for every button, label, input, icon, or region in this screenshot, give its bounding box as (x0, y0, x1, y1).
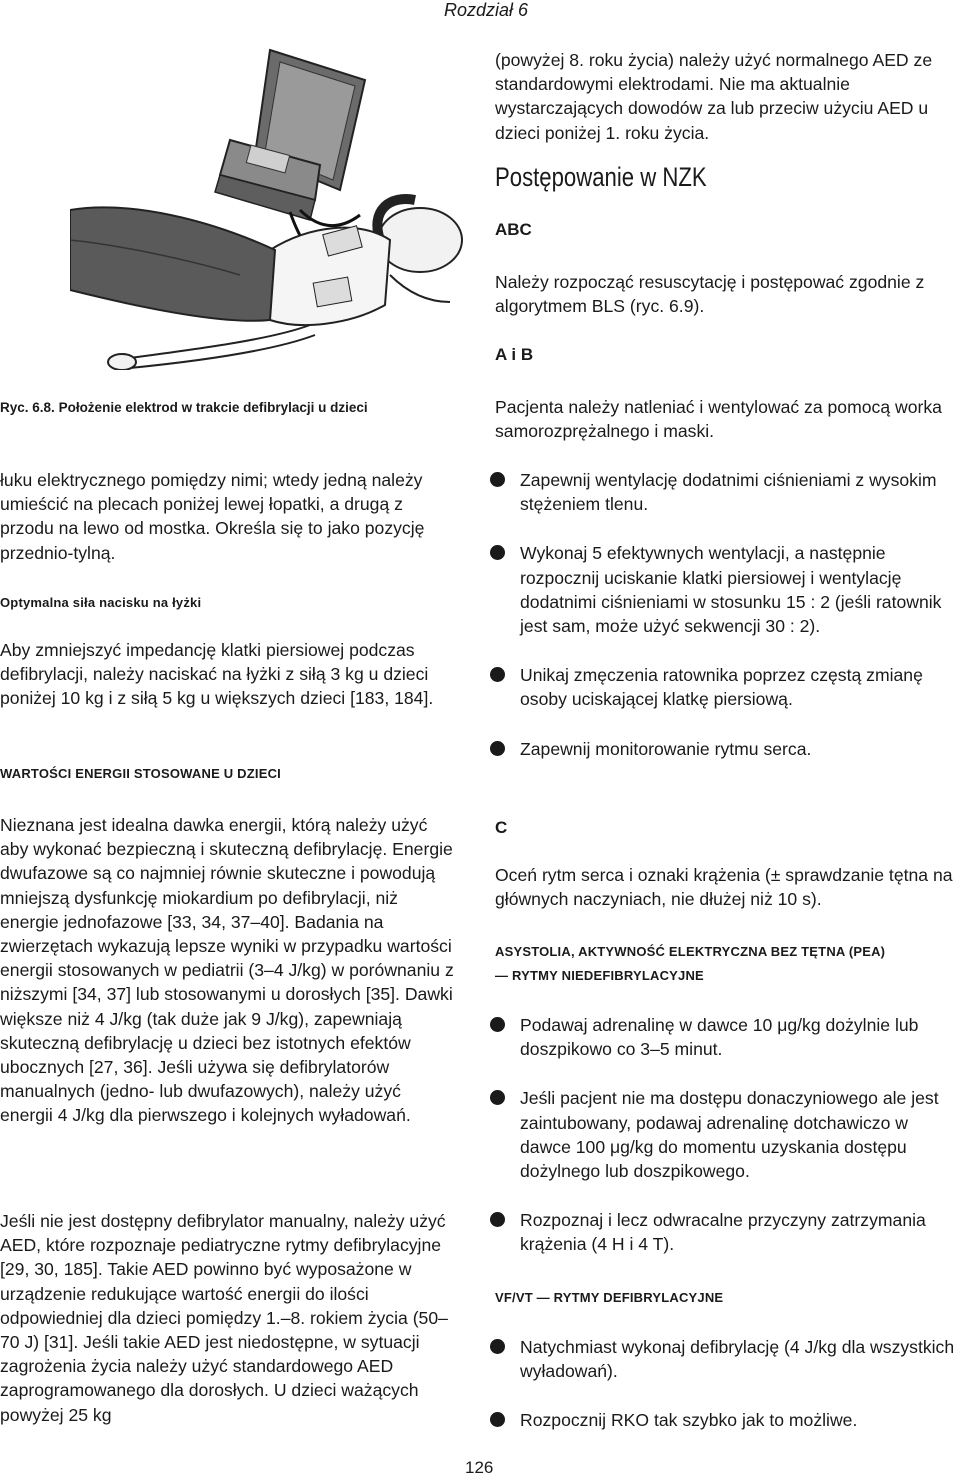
heading-aib: A i B (495, 345, 534, 364)
bullet-dot-icon (490, 545, 505, 560)
bullet-dot-icon (490, 1090, 505, 1105)
left-heading-pressure: Optymalna siła nacisku na łyżki (0, 595, 202, 610)
right-paragraph-1: (powyżej 8. roku życia) należy użyć normalnego AED ze standardowymi elektrodami. Nie ma aktualnie wystarczających dowodów za lub przeciw użyciu AED u dzieci poniżej 1. roku życia. (495, 50, 933, 143)
heading-vf-vt: VF/VT — RYTMY DEFIBRYLACYJNE (495, 1290, 724, 1305)
list-item: Rozpocznij RKO tak szybko jak to możliwe. (490, 1408, 960, 1432)
heading-asystole-sub: — RYTMY NIEDEFIBRYLACYJNE (495, 968, 704, 983)
bullet-dot-icon (490, 667, 505, 682)
paragraph-aib: Pacjenta należy natleniać i wentylować za pomocą worka samorozprężalnego i maski. (495, 397, 942, 442)
bullet-dot-icon (490, 1212, 505, 1227)
left-paragraph-3: Nieznana jest idealna dawka energii, którą należy użyć aby wykonać bezpieczną i skuteczną defibrylację. Energie dwufazowe są co najmniej równie skuteczne i powodują mniejszą dysfunkcję miokardium po defibrylacji, niż energie jednofazowe [33, 34, 37–40]. Badania na zwierzętach wykazują lepsze wyniki w przypadku wartości energii stosowanych w pediatrii (3–4 J/kg) w porównaniu z niższymi [34, 37] lub stosowanymi u dorosłych [35]. Dawki większe niż 4 J/kg (tak duże jak 9 J/kg), zapewniają skuteczną defibrylację u dzieci bez istotnych efektów ubocznych [27, 36]. Jeśli używa się defibrylatorów manualnych (jedno- lub dwufazowych), należy użyć energii 4 J/kg dla pierwszego i kolejnych wyładowań. (0, 815, 454, 1126)
figure-child-aed-illustration (70, 40, 470, 370)
left-paragraph-2: Aby zmniejszyć impedancję klatki piersiowej podczas defibrylacji, należy naciskać na łyżki z siłą 3 kg u dzieci poniżej 10 kg i z siłą 5 kg u większych dzieci [183, 184]. (0, 640, 434, 709)
list-item: Podawaj adrenalinę w dawce 10 μg/kg dożylnie lub doszpikowo co 3–5 minut. (490, 1013, 960, 1061)
bullet-dot-icon (490, 1412, 505, 1427)
list-item: Jeśli pacjent nie ma dostępu donaczyniowego ale jest zaintubowany, podawaj adrenalinę dotchawiczo w dawce 100 μg/kg do momentu uzyskania dostępu dożylnego lub doszpikowego. (490, 1086, 960, 1183)
heading-abc: ABC (495, 220, 532, 239)
running-header: Rozdział 6 (443, 0, 528, 20)
heading-c: C (495, 818, 508, 837)
page-number: 126 (465, 1458, 494, 1477)
bullet-list-ab (490, 468, 960, 761)
left-heading-energy: WARTOŚCI ENERGII STOSOWANE U DZIECI (0, 766, 281, 781)
list-item: Wykonaj 5 efektywnych wentylacji, a następnie rozpocznij uciskanie klatki piersiowej i wentylację dodatnimi ciśnieniami w stosunku 15 : 2 (jeśli ratownik jest sam, może użyć sekwencji 30 : 2). (490, 541, 960, 638)
bullet-dot-icon (490, 472, 505, 487)
left-paragraph-4: Jeśli nie jest dostępny defibrylator manualny, należy użyć AED, które rozpoznaje pediatryczne rytmy defibrylacyjne [29, 30, 185]. Takie AED powinno być wyposażone w urządzenie redukujące wartość energii do ilości odpowiedniej dla dzieci pomiędzy 1.–8. rokiem życia (50–70 J) [31]. Jeśli takie AED jest niedostępne, w sytuacji zagrożenia życia należy użyć standardowego AED zaprogramowanego dla dorosłych. U dzieci ważących powyżej 25 kg (0, 1211, 448, 1425)
figure-caption-text: Położenie elektrod w trakcie defibrylacji u dzieci (58, 400, 368, 415)
figure-caption (0, 400, 368, 415)
list-item: Zapewnij wentylację dodatnimi ciśnieniami z wysokim stężeniem tlenu. (490, 468, 960, 516)
paragraph-c: Oceń rytm serca i oznaki krążenia (± sprawdzanie tętna na głównych naczyniach, nie dłużej niż 10 s). (495, 865, 953, 910)
left-paragraph-1: łuku elektrycznego pomiędzy nimi; wtedy jedną należy umieścić na plecach poniżej lewej łopatki, a drugą z przodu na lewo od mostka. Określa się to jako pozycję przednio-tylną. (0, 470, 425, 563)
heading-asystole: ASYSTOLIA, AKTYWNOŚĆ ELEKTRYCZNA BEZ TĘTNA (PEA) (495, 944, 886, 959)
bullet-list-vf (490, 1335, 960, 1433)
heading-nzk: Postępowanie w NZK (495, 162, 707, 192)
list-item: Rozpoznaj i lecz odwracalne przyczyny zatrzymania krążenia (4 H i 4 T). (490, 1208, 960, 1256)
paragraph-abc: Należy rozpocząć resuscytację i postępować zgodnie z algorytmem BLS (ryc. 6.9). (495, 272, 925, 317)
bullet-dot-icon (490, 741, 505, 756)
list-item: Zapewnij monitorowanie rytmu serca. (490, 737, 960, 761)
list-item: Natychmiast wykonaj defibrylację (4 J/kg dla wszystkich wyładowań). (490, 1335, 960, 1383)
figure-caption-label: Ryc. 6.8. (0, 400, 55, 415)
list-item: Unikaj zmęczenia ratownika poprzez częstą zmianę osoby uciskającej klatkę piersiową. (490, 663, 960, 711)
bullet-dot-icon (490, 1339, 505, 1354)
bullet-dot-icon (490, 1017, 505, 1032)
bullet-list-asystole (490, 1013, 960, 1257)
